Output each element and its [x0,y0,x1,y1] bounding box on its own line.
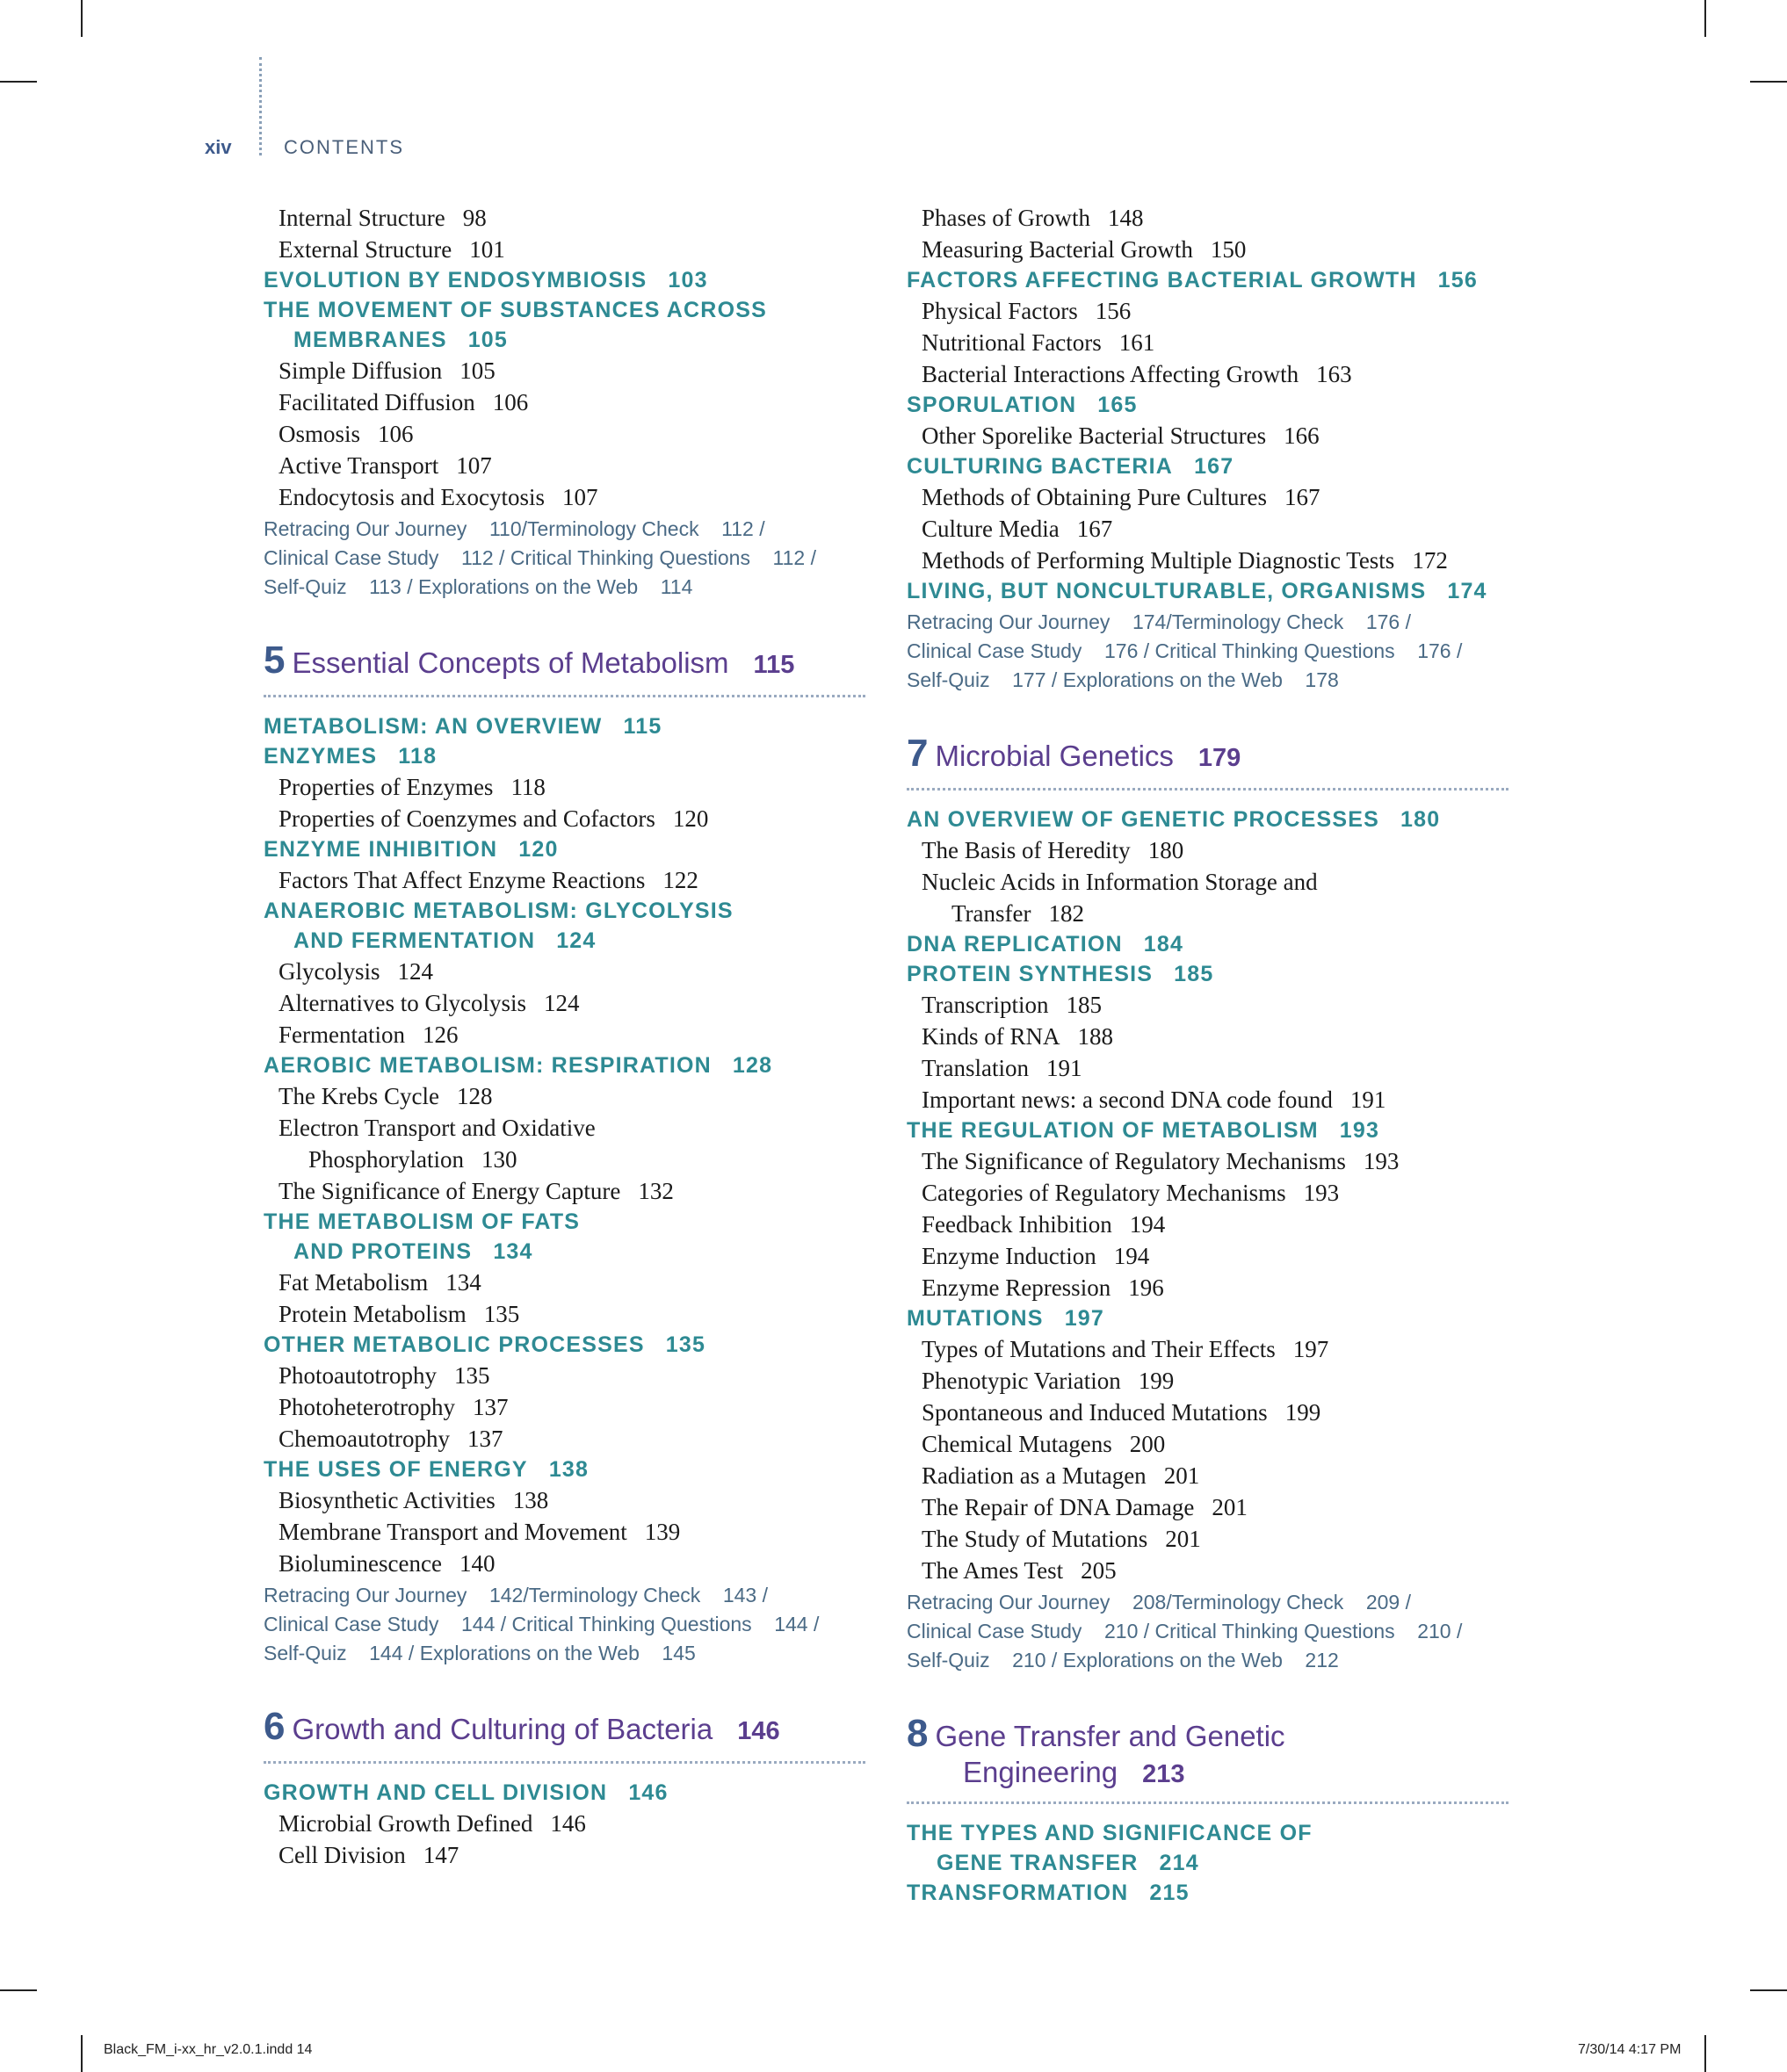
chapter-title: Essential Concepts of Metabolism [292,646,729,679]
entry-title: Feedback Inhibition [922,1211,1112,1238]
subsection-entry[interactable] [264,202,870,234]
page-number: 124 [543,990,580,1016]
page-number: 174 [1447,579,1487,603]
page-number: 105 [459,357,496,384]
chapter-page-number: 115 [753,651,795,679]
chapter-number: 5 [264,639,286,682]
entry-title-continued [264,1237,870,1267]
entry-title: Protein Metabolism [279,1301,467,1327]
section-heading[interactable] [907,265,1513,295]
entry-title: Biosynthetic Activities [279,1487,496,1513]
subsection-entry[interactable] [907,834,1513,866]
subsection-entry[interactable] [907,1460,1513,1491]
page-number: 135 [454,1362,490,1389]
entry-title: Microbial Growth Defined [279,1810,533,1837]
entry-title: Photoheterotrophy [279,1394,455,1420]
entry-title: Transcription [922,992,1049,1018]
entry-title: Endocytosis and Exocytosis [279,484,545,510]
page-number: 188 [1077,1023,1114,1050]
entry-title: Chemoautotrophy [279,1426,450,1452]
entry-title-cont-text: AND PROTEINS [293,1239,473,1264]
running-title: CONTENTS [284,136,404,158]
section-heading[interactable] [264,1330,870,1360]
page-number: xiv [205,136,232,158]
entry-title: Physical Factors [922,298,1078,324]
entry-title: DNA REPLICATION [907,932,1123,957]
page-number: 196 [1128,1274,1164,1301]
entry-title: Properties of Coenzymes and Cofactors [279,805,655,832]
section-heading[interactable] [264,896,870,956]
subsection-entry[interactable] [907,1428,1513,1460]
entry-title: Enzyme Induction [922,1243,1096,1269]
chapter-heading[interactable] [264,1705,865,1764]
feature-line: Retracing Our Journey 110/Terminology Check 112 / [264,517,765,540]
page-number: 184 [1143,932,1184,957]
page-number: 98 [462,205,487,231]
subsection-entry[interactable] [264,864,870,896]
section-heading[interactable] [907,1115,1513,1145]
chapter-title: Growth and Culturing of Bacteria [292,1713,713,1745]
feature-line: Retracing Our Journey 174/Terminology Check 176 / [907,610,1412,633]
page-number: 120 [518,837,559,862]
entry-title: PROTEIN SYNTHESIS [907,962,1154,986]
subsection-entry[interactable] [264,1484,870,1516]
crop-mark [0,1989,37,1991]
page-number: 191 [1046,1055,1082,1081]
page-number: 193 [1303,1180,1340,1206]
page-number: 140 [459,1550,496,1577]
feature-line: Self-Quiz 113 / Explorations on the Web 114 [264,575,693,598]
page-number: 106 [378,421,414,447]
subsection-entry[interactable] [264,1267,870,1298]
page-number: 197 [1064,1306,1104,1331]
entry-title-cont-text: GENE TRANSFER [937,1851,1139,1875]
entry-title: Chemical Mutagens [922,1431,1112,1457]
entry-title-continued [264,325,870,355]
page-number: 191 [1349,1087,1386,1113]
page-number: 193 [1339,1118,1380,1143]
page-number: 194 [1113,1243,1150,1269]
entry-title: Active Transport [279,452,439,479]
page-number: 185 [1066,992,1103,1018]
page-number: 201 [1163,1462,1200,1489]
end-of-chapter-features [264,515,870,602]
subsection-entry[interactable] [907,1177,1513,1209]
subsection-entry[interactable] [907,1523,1513,1555]
page-number: 130 [481,1146,517,1173]
page-number: 167 [1194,454,1234,479]
section-heading[interactable] [264,1778,870,1808]
page-number: 166 [1284,422,1320,449]
subsection-entry[interactable] [264,1175,870,1207]
entry-title: Kinds of RNA [922,1023,1060,1050]
entry-title: Methods of Obtaining Pure Cultures [922,484,1267,510]
subsection-entry[interactable] [907,420,1513,451]
section-heading[interactable] [907,1818,1513,1878]
section-heading[interactable] [907,390,1513,420]
entry-title: The Study of Mutations [922,1526,1148,1552]
page-number: 193 [1363,1148,1400,1174]
page-number: 214 [1159,1851,1199,1875]
page-number: 101 [469,236,505,263]
entry-title: Fermentation [279,1022,405,1048]
entry-title-cont-text: AND FERMENTATION [293,928,536,953]
subsection-entry[interactable] [264,1423,870,1455]
footer-date: 7/30/14 4:17 PM [1578,2042,1682,2057]
page-number: 201 [1212,1494,1248,1520]
subsection-entry[interactable] [264,1391,870,1423]
chapter-page-number: 213 [1142,1760,1185,1788]
page-number: 106 [492,389,529,415]
page-number: 137 [472,1394,509,1420]
end-of-chapter-features [907,608,1513,695]
toc-right-column [907,202,1513,1908]
page-number: 165 [1097,393,1138,417]
page-number: 156 [1437,268,1478,292]
subsection-entry[interactable] [907,1209,1513,1240]
entry-title: Nutritional Factors [922,329,1102,356]
page-number: 107 [456,452,492,479]
feature-line: Self-Quiz 210 / Explorations on the Web 212 [907,1649,1339,1671]
subsection-entry[interactable] [907,358,1513,390]
subsection-entry[interactable] [264,1298,870,1330]
page-number: 182 [1048,900,1084,927]
page-number: 199 [1284,1399,1321,1426]
subsection-entry[interactable] [907,545,1513,576]
entry-title: Translation [922,1055,1030,1081]
page-number: 146 [628,1780,669,1805]
entry-title: AN OVERVIEW OF GENETIC PROCESSES [907,807,1380,832]
section-heading[interactable] [907,805,1513,834]
entry-title: LIVING, BUT NONCULTURABLE, ORGANISMS [907,579,1427,603]
subsection-entry[interactable] [907,1240,1513,1272]
page-number: 147 [423,1842,459,1868]
end-of-chapter-features [264,1581,870,1668]
page-number: 118 [398,744,438,769]
entry-title-continued [922,898,1513,929]
chapter-number: 6 [264,1705,286,1748]
toc-left-column [264,202,870,1871]
page-number: 105 [467,328,509,352]
subsection-entry[interactable] [907,1084,1513,1115]
page-number: 150 [1210,236,1247,263]
subsection-entry[interactable] [907,1272,1513,1303]
entry-title: Internal Structure [279,205,445,231]
entry-title: Methods of Performing Multiple Diagnostic Tests [922,547,1395,574]
subsection-entry[interactable] [264,481,870,513]
entry-title: TRANSFORMATION [907,1881,1129,1905]
entry-title: The Significance of Regulatory Mechanisms [922,1148,1346,1174]
subsection-entry[interactable] [907,1555,1513,1586]
chapter-page-number: 146 [737,1717,780,1745]
subsection-entry[interactable] [264,386,870,418]
crop-mark [81,2035,83,2072]
page-number: 124 [397,958,434,985]
subsection-entry[interactable] [907,513,1513,545]
crop-mark [81,0,83,37]
subsection-entry[interactable] [264,956,870,987]
chapter-number: 8 [907,1712,929,1755]
page-number: 197 [1292,1336,1329,1362]
feature-line: Clinical Case Study 210 / Critical Thinking Questions 210 / [907,1620,1463,1642]
page-number: 215 [1149,1881,1190,1905]
entry-title: Electron Transport and Oxidative [279,1115,596,1141]
subsection-entry[interactable] [264,1839,870,1871]
subsection-entry[interactable] [907,1052,1513,1084]
entry-title: Simple Diffusion [279,357,443,384]
page-number: 201 [1165,1526,1201,1552]
header-dotted-rule [259,57,262,155]
entry-title: GROWTH AND CELL DIVISION [264,1780,608,1805]
chapter-title: Gene Transfer and Genetic [935,1720,1285,1752]
page-number: 148 [1107,205,1144,231]
subsection-entry[interactable] [264,418,870,450]
page-number: 137 [467,1426,503,1452]
entry-title: THE METABOLISM OF FATS [264,1209,581,1234]
section-heading[interactable] [907,451,1513,481]
page-number: 128 [732,1053,773,1078]
subsection-entry[interactable] [907,327,1513,358]
page-number: 200 [1129,1431,1166,1457]
feature-line: Clinical Case Study 112 / Critical Thinking Questions 112 / [264,546,816,569]
entry-title: Factors That Affect Enzyme Reactions [279,867,646,893]
entry-title: AEROBIC METABOLISM: RESPIRATION [264,1053,712,1078]
entry-title: Phenotypic Variation [922,1368,1121,1394]
subsection-entry[interactable] [907,202,1513,234]
crop-mark [1704,0,1706,37]
page-number: 185 [1174,962,1214,986]
subsection-entry[interactable] [264,1112,870,1175]
section-heading[interactable] [264,265,870,295]
subsection-entry[interactable] [264,1516,870,1548]
chapter-number: 7 [907,732,929,775]
entry-title-cont-text: Transfer [951,900,1031,927]
entry-title: Facilitated Diffusion [279,389,475,415]
chapter-heading[interactable] [907,1712,1508,1804]
subsection-entry[interactable] [907,1397,1513,1428]
page-number: 120 [672,805,709,832]
entry-title: ANAEROBIC METABOLISM: GLYCOLYSIS [264,899,734,923]
crop-mark [1750,81,1787,83]
entry-title: The Ames Test [922,1557,1064,1584]
page-number: 172 [1412,547,1448,574]
crop-mark [0,81,37,83]
end-of-chapter-features [907,1588,1513,1675]
entry-title-cont-text: MEMBRANES [293,328,447,352]
entry-title: Alternatives to Glycolysis [279,990,526,1016]
entry-title: CULTURING BACTERIA [907,454,1174,479]
entry-title: Membrane Transport and Movement [279,1519,627,1545]
subsection-entry[interactable] [907,1021,1513,1052]
page-number: 118 [510,774,546,800]
page-number: 135 [483,1301,520,1327]
subsection-entry[interactable] [264,771,870,803]
subsection-entry[interactable] [264,1548,870,1579]
subsection-entry[interactable] [907,1333,1513,1365]
entry-title: MUTATIONS [907,1306,1044,1331]
entry-title: Cell Division [279,1842,406,1868]
section-heading[interactable] [907,929,1513,959]
entry-title: The Basis of Heredity [922,837,1131,863]
section-heading[interactable] [264,1455,870,1484]
entry-title: Types of Mutations and Their Effects [922,1336,1276,1362]
page-number: 134 [445,1269,481,1296]
feature-line: Retracing Our Journey 142/Terminology Check 143 / [264,1584,769,1606]
page-number: 126 [422,1022,459,1048]
subsection-entry[interactable] [264,1019,870,1050]
entry-title: The Significance of Energy Capture [279,1178,621,1204]
entry-title: The Krebs Cycle [279,1083,439,1109]
feature-line: Self-Quiz 144 / Explorations on the Web 145 [264,1642,696,1664]
entry-title: Properties of Enzymes [279,774,494,800]
section-heading[interactable] [264,295,870,355]
entry-title: Measuring Bacterial Growth [922,236,1193,263]
entry-title: Enzyme Repression [922,1274,1111,1301]
entry-title-cont-text: Phosphorylation [308,1146,465,1173]
section-heading[interactable] [264,834,870,864]
subsection-entry[interactable] [264,1808,870,1839]
entry-title: SPORULATION [907,393,1077,417]
page-number: 138 [512,1487,549,1513]
section-heading[interactable] [264,1207,870,1267]
page-number: 199 [1138,1368,1175,1394]
entry-title: The Repair of DNA Damage [922,1494,1195,1520]
section-heading[interactable] [907,1303,1513,1333]
entry-title: OTHER METABOLIC PROCESSES [264,1332,645,1357]
page-number: 122 [662,867,698,893]
subsection-entry[interactable] [907,1145,1513,1177]
crop-mark [1704,2035,1706,2072]
chapter-page-number: 179 [1197,744,1241,772]
page-number: 115 [623,714,662,739]
feature-line: Retracing Our Journey 208/Terminology Check 209 / [907,1591,1412,1614]
subsection-entry[interactable] [907,481,1513,513]
section-heading[interactable] [264,741,870,771]
entry-title: Nucleic Acids in Information Storage and [922,869,1318,895]
page-number: 134 [493,1239,533,1264]
entry-title: THE TYPES AND SIGNIFICANCE OF [907,1821,1313,1845]
subsection-entry[interactable] [264,355,870,386]
entry-title: Phases of Growth [922,205,1090,231]
page-number: 103 [668,268,708,292]
subsection-entry[interactable] [907,866,1513,929]
entry-title: Important news: a second DNA code found [922,1087,1333,1113]
page-number: 163 [1316,361,1352,387]
section-heading[interactable] [264,1050,870,1080]
entry-title-continued [264,926,870,956]
chapter-heading[interactable] [907,732,1508,791]
page-number: 146 [550,1810,586,1837]
entry-title: Glycolysis [279,958,380,985]
feature-line: Self-Quiz 177 / Explorations on the Web 178 [907,668,1339,691]
section-heading[interactable] [907,576,1513,606]
entry-title: THE USES OF ENERGY [264,1457,528,1482]
page-number: 138 [548,1457,590,1482]
subsection-entry[interactable] [907,234,1513,265]
entry-title: Spontaneous and Induced Mutations [922,1399,1268,1426]
subsection-entry[interactable] [264,1080,870,1112]
section-heading[interactable] [907,959,1513,989]
chapter-title-continued: Engineering [963,1756,1118,1788]
entry-title-continued [279,1144,870,1175]
page-number: 194 [1129,1211,1166,1238]
page-number: 132 [638,1178,674,1204]
entry-title: Photoautotrophy [279,1362,437,1389]
footer-file: Black_FM_i-xx_hr_v2.0.1.indd 14 [104,2042,313,2057]
page-number: 161 [1118,329,1155,356]
entry-title: Osmosis [279,421,361,447]
entry-title: FACTORS AFFECTING BACTERIAL GROWTH [907,268,1417,292]
chapter-heading[interactable] [264,639,865,697]
entry-title: Bacterial Interactions Affecting Growth [922,361,1299,387]
feature-line: Clinical Case Study 176 / Critical Thinking Questions 176 / [907,639,1463,662]
subsection-entry[interactable] [907,295,1513,327]
subsection-entry[interactable] [907,1491,1513,1523]
entry-title: Other Sporelike Bacterial Structures [922,422,1267,449]
entry-title: ENZYME INHIBITION [264,837,498,862]
entry-title: Fat Metabolism [279,1269,429,1296]
section-heading[interactable] [907,1878,1513,1908]
entry-title: THE REGULATION OF METABOLISM [907,1118,1319,1143]
entry-title: EVOLUTION BY ENDOSYMBIOSIS [264,268,648,292]
entry-title: Radiation as a Mutagen [922,1462,1147,1489]
page-number: 107 [561,484,598,510]
crop-mark [1750,1989,1787,1991]
page-number: 124 [556,928,597,953]
subsection-entry[interactable] [264,234,870,265]
page-number: 139 [644,1519,681,1545]
feature-line: Clinical Case Study 144 / Critical Thinking Questions 144 / [264,1613,820,1635]
entry-title: Culture Media [922,516,1060,542]
page-number: 167 [1284,484,1320,510]
page-number: 156 [1095,298,1132,324]
page-number: 205 [1081,1557,1117,1584]
page-number: 135 [665,1332,706,1357]
entry-title: External Structure [279,236,452,263]
subsection-entry[interactable] [264,1360,870,1391]
page-number: 128 [456,1083,493,1109]
entry-title: METABOLISM: AN OVERVIEW [264,714,603,739]
subsection-entry[interactable] [264,987,870,1019]
subsection-entry[interactable] [907,989,1513,1021]
section-heading[interactable] [264,711,870,741]
subsection-entry[interactable] [264,803,870,834]
subsection-entry[interactable] [907,1365,1513,1397]
entry-title-continued [907,1848,1513,1878]
entry-title: Bioluminescence [279,1550,442,1577]
entry-title: THE MOVEMENT OF SUBSTANCES ACROSS [264,298,767,322]
entry-title: Categories of Regulatory Mechanisms [922,1180,1286,1206]
page-number: 167 [1076,516,1113,542]
subsection-entry[interactable] [264,450,870,481]
page-number: 180 [1147,837,1184,863]
entry-title: ENZYMES [264,744,378,769]
page-number: 180 [1400,807,1441,832]
chapter-title: Microbial Genetics [935,740,1174,772]
